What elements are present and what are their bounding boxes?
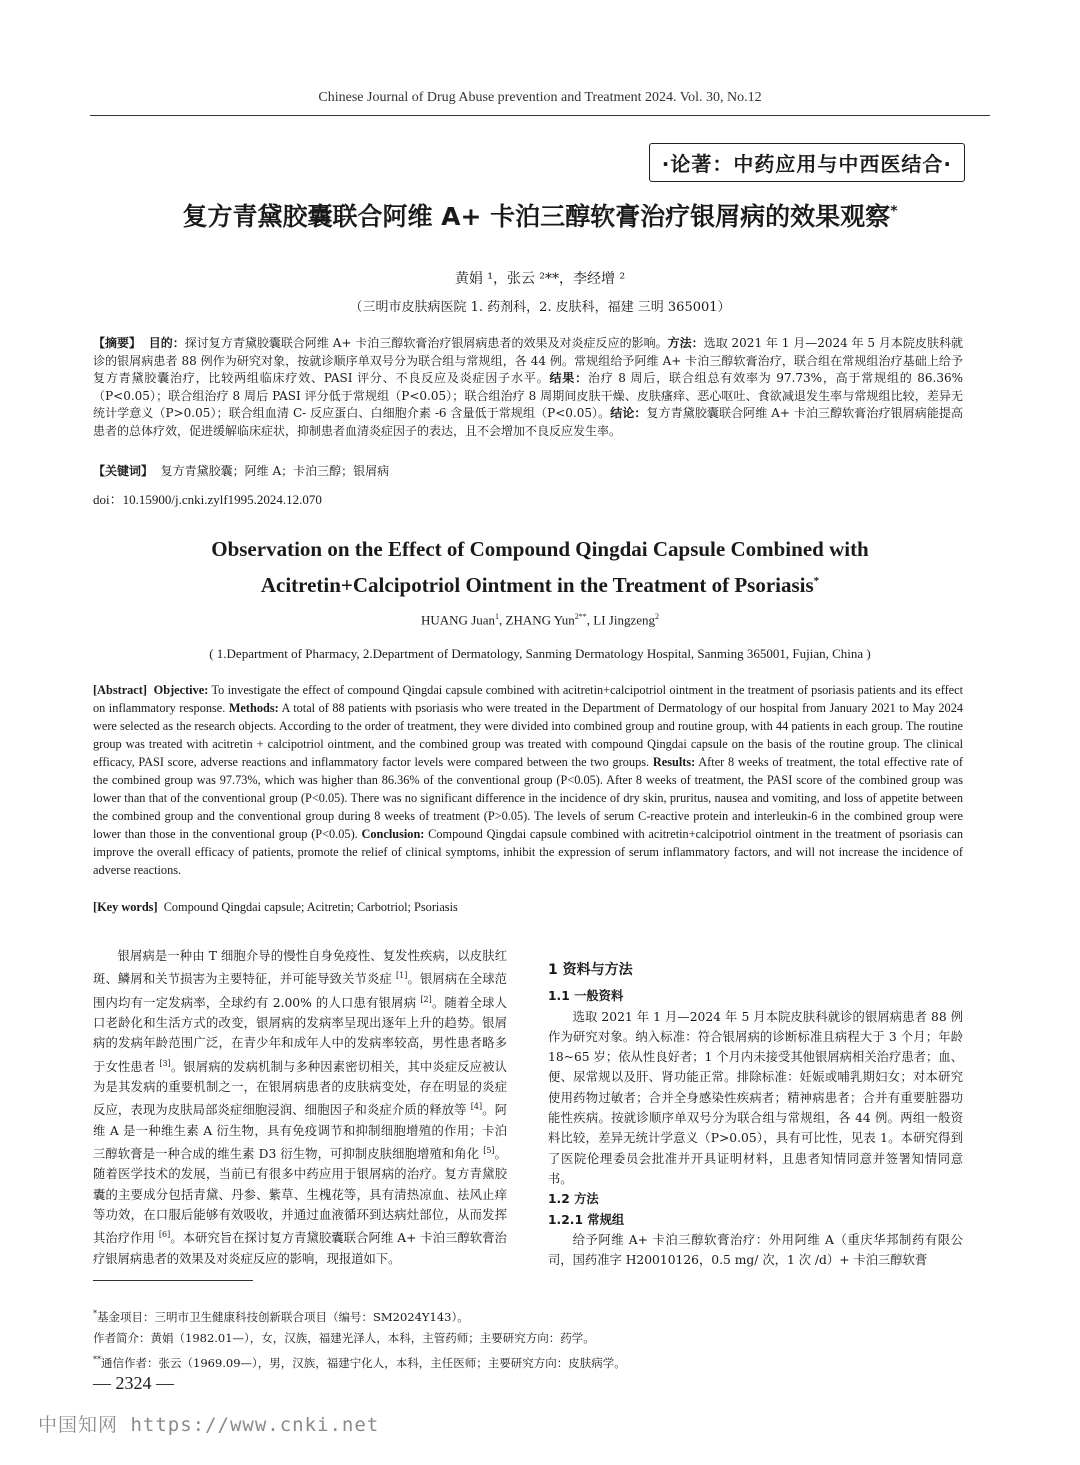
corr-text: 通信作者：张云（1969.09—），男，汉族，福建宁化人，本科，主任医师；主要研究方向：皮肤病学。 [101,1355,626,1370]
conclusion-cn: 复方青黛胶囊联合阿维 A+ 卡泊三醇软膏治疗银屑病能提高患者的总体疗效，促进缓解临床症状，抑制患者血清炎症因子的表达，且不会增加不良反应发生率。 [93,406,963,438]
results-cn: 治疗 8 周后，联合组总有效率为 97.73%，高于常规组的 86.36%（P<0.05）；联合组治疗 8 周后 PASI 评分低于常规组（P<0.05）；联合组治疗 8 周期间皮肤干燥、皮肤瘙痒、恶心呕吐、食欲减退发生率与常规组比较，差异无统计学意义（P>0.05）；联合组血清 C- 反应蛋白、白细胞介素 -6 含量低于常规组（P<0.05）。 [93,371,964,421]
results-cn-label: 结果： [549,371,588,386]
conclusion-cn-label: 结论： [610,406,647,421]
author-intro: 作者简介：黄娟（1982.01—），女，汉族，福建光泽人，本科，主管药师；主要研究方向：药学。 [93,1330,595,1345]
general-info-paragraph: 选取 2021 年 1 月—2024 年 5 月本院皮肤科就诊的银屑病患者 88 例作为研究对象。纳入标准：符合银屑病的诊断标准且病程大于 3 个月；年龄 18~65 岁；依从性良好者；1 个月内未接受其他银屑病相关治疗患者；血、便、尿常规以及肝、肾功能正常。排除标准：妊娠或哺乳期妇女；对本研究使用药物过敏者；合并全身感染性疾病者；精神病患者；合并有重要脏器功能性疾病。按就诊顺序单双号分为联合组与常规组，各 44 例。两组一般资料比较，差异无统计学意义（P>0.05），具有可比性，见表 1。本研究得到了医院伦理委员会批准并开具证明材料，且患者知情同意并签署知情同意书。 [548,1009,963,1186]
objective-en: To investigate the effect of compound Qingdai capsule combined with acitretin+calcipotriol ointment in the treatment of psoriasis patients and its effect on inflammatory response. [93,683,963,715]
fund-note [93,1303,963,1328]
author-3: LI Jingzeng [593,612,655,628]
citation[interactable]: [5] [483,1146,495,1156]
intro-paragraph [93,946,507,1269]
title-en-mark: * [813,575,820,587]
affiliation-en: ( 1.Department of Pharmacy, 2.Department of Dermatology, Sanming Dermatology Hospital, Sanming 365001, Fujian, China ) [209,646,871,661]
authors-cn: 黄娟 ¹，张云 ²**，李经增 ² [454,271,626,287]
conclusion-en-label: Conclusion: [361,827,425,841]
citation[interactable]: [3] [159,1058,171,1068]
fund-text: 基金项目：三明市卫生健康科技创新联合项目（编号：SM2024Y143）。 [97,1309,469,1324]
author-3-sup: 2 [654,612,659,621]
title-en-line1: Observation on the Effect of Compound Qingdai Capsule Combined with [211,537,869,561]
title-cn-mark: * [890,203,898,220]
intro-text: 。银屑病的发病机制与多种因素密切相关，其中炎症反应被认为是其发病的重要机制之一，在银屑病患者的皮肤病变处，存在明显的炎症反应，表现为皮肤局部炎症细胞浸润、细胞因子和炎症介质的释放等 [93,1059,507,1118]
title-en [0,533,1080,601]
subsection-heading: 1.1 一般资料 [548,989,624,1004]
keywords-en-text: Compound Qingdai capsule; Acitretin; Carbotriol; Psoriasis [163,900,458,914]
header-rule [90,115,990,116]
fund-mark: * [93,1309,97,1318]
cnki-watermark: 中国知网 https://www.cnki.net [38,1414,380,1436]
page-number: — 2324 — [93,1373,174,1393]
methods-en: A total of 88 patients with psoriasis who were treated in the Department of Dermatology of our hospital from January 2021 to May 2024 were selected as the research objects. According to the order of treatment, they were divided into combined group and routine group, with 44 patients in each group. The routine group was treated with acitretin + calcipotriol ointment, and the combined group was treated with compound Qingdai capsule on the basis of the routine group. The clinical efficacy, PASI score, adverse reactions and inflammatory factor levels were compared between the two groups. [93,701,963,769]
keywords-en [93,900,963,915]
footnotes [93,1303,963,1374]
results-en-label: Results: [652,755,696,769]
corresponding-note [93,1349,963,1374]
author-2-sup: 2** [574,612,587,621]
citation[interactable]: [6] [158,1230,171,1240]
affiliation-cn: （三明市皮肤病医院 1. 药剂科，2. 皮肤科，福建 三明 365001） [349,300,731,315]
section-heading: 1 资料与方法 [548,962,633,978]
keywords-cn-text: 复方青黛胶囊；阿维 A；卡泊三醇；银屑病 [160,464,390,478]
title-cn-text: 复方青黛胶囊联合阿维 A+ 卡泊三醇软膏治疗银屑病的效果观察 [182,202,891,231]
author-1: HUANG Juan [421,612,496,628]
routine-group-paragraph: 给予阿维 A+ 卡泊三醇软膏治疗：外用阿维 A（重庆华邦制药有限公司，国药准字 H20010126，0.5 mg/ 次，1 次 /d）+ 卡泊三醇软膏 [548,1232,963,1268]
subsection-heading: 1.2 方法 [548,1192,599,1207]
abstract-cn [93,335,963,441]
authors-en: HUANG Juan$^1$, ZHANG Yun$^{2**}$, LI Jingzeng$^2$ [421,612,659,628]
methods-cn: 选取 2021 年 1 月—2024 年 5 月本院皮肤科就诊的银屑病患者 88 例作为研究对象，按就诊顺序单双号分为联合组与常规组，各 44 例。常规组给予阿维 A+ 卡泊三醇软膏治疗，联合组在常规组治疗基础上给予复方青黛胶囊治疗，比较两组临床疗效、PASI 评分、不良反应及炎症因子水平。 [93,336,963,386]
intro-text: 。本研究旨在探讨复方青黛胶囊联合阿维 A+ 卡泊三醇软膏治疗银屑病患者的效果及对炎症反应的影响，现报道如下。 [93,1231,507,1266]
keywords-cn-label: 【关键词】 [93,464,154,478]
keywords-en-label: [Key words] [93,900,158,914]
citation[interactable]: [4] [470,1102,483,1112]
abstract-en [93,681,963,879]
title-en-line2: Acitretin+Calcipotriol Ointment in the Treatment of Psoriasis [260,573,814,597]
abstract-cn-label: 【摘要】 [93,336,142,350]
title-cn [0,197,1080,233]
intro-text: 。随着全球人口老龄化和生活方式的改变，银屑病的发病率呈现出逐年上升的趋势。银屑病的发病年龄范围广泛，在青少年和成年人中的发病率较高，男性患者略多于女性患者 [93,995,507,1074]
subsubsection-heading: 1.2.1 常规组 [548,1212,625,1227]
methods-cn-label: 方法： [667,336,704,350]
intro-text: 银屑病是一种由 T 细胞介导的慢性自身免疫性、复发性疾病，以皮肤红斑、鳞屑和关节损害为主要特征，并可能导致关节炎症 [93,949,507,987]
intro-text: 。阿维 A 是一种维生素 A 衍生物，具有免疫调节和抑制细胞增殖的作用；卡泊三醇软膏是一种合成的维生素 D3 衍生物，可抑制皮肤细胞增殖和角化 [93,1103,507,1162]
intro-text: 。随着医学技术的发展，当前已有很多中药应用于银屑病的治疗。复方青黛胶囊的主要成分包括青黛、丹参、紫草、生槐花等，具有清热凉血、祛风止痒等功效，在口服后能够有效吸收，并通过血液循环到达病灶部位，从而发挥其治疗作用 [93,1147,507,1246]
conclusion-en: Compound Qingdai capsule combined with acitretin+calcipotriol ointment in the treatment of psoriasis can improve the overall efficacy of patients, promote the relief of clinical symptoms, inhibit the expression of serum inflammatory factors, and will not increase the incidence of adverse reactions. [93,827,963,877]
objective-cn: 探讨复方青黛胶囊联合阿维 A+ 卡泊三醇软膏治疗银屑病患者的效果及对炎症反应的影响。 [184,336,668,350]
abstract-en-label: [Abstract] [93,683,147,697]
citation[interactable]: [2] [420,994,432,1004]
journal-header: Chinese Journal of Drug Abuse prevention and Treatment 2024. Vol. 30, No.12 [318,90,762,105]
intro-text: 。银屑病在全球范围内均有一定发病率，全球约有 2.00% 的人口患有银屑病 [93,972,507,1010]
footnote-rule [93,1280,253,1281]
results-en: After 8 weeks of treatment, the total effective rate of the combined group was 97.73%, which was higher than 86.36% of the conventional group (P<0.05). After 8 weeks of treatment, the PASI score of the combined group was lower than that of the conventional group (P<0.05). There was no significant difference in the incidence of dry skin, pruritus, nausea and vomiting, and loss of appetite between the combined group and the conventional group during 8 weeks of treatment (P>0.05). The levels of serum C-reactive protein and interleukin-6 in the combined group were lower than those in the conventional group (P<0.05). [93,755,963,841]
author-2: ZHANG Yun [505,612,575,628]
citation[interactable]: [1] [396,971,408,981]
keywords-cn [93,462,963,479]
methods-column [548,960,963,1270]
doi-link[interactable]: doi：10.15900/j.cnki.zylf1995.2024.12.070 [93,492,322,507]
objective-en-label: Objective: [153,683,209,697]
section-label: ·论著：中药应用与中西医结合· [649,143,965,182]
author-1-sup: 1 [495,612,500,621]
methods-en-label: Methods: [228,701,279,715]
corr-mark: ** [93,1354,101,1364]
objective-cn-label: 目的： [148,336,185,350]
